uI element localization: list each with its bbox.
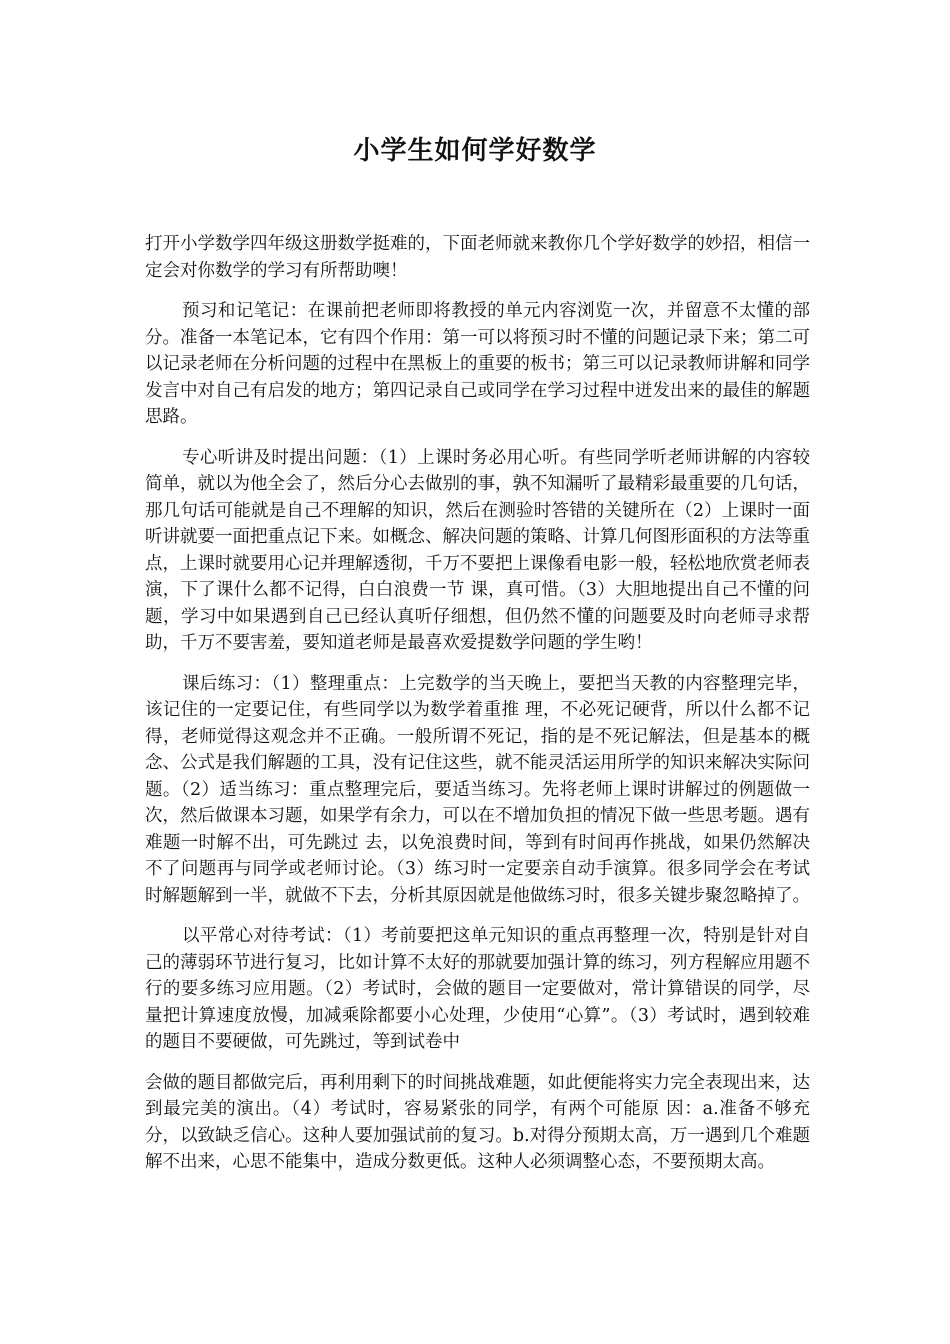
listening-paragraph: 专心听讲及时提出问题：（1）上课时务必用心听。有些同学听老师讲解的内容较简单，就以为他全会了，然后分心去做别的事，孰不知漏听了最精彩最重要的几句话，那几句话可能就是自己不理解的知识，然后在测验时答错的关键所在（2）上课时一面听讲就要一面把重点记下来。如概念、解决问题的策略、计算几何图形面积的方法等重点，上课时就要用心记并理解透彻，千万不要把上课像看电影一般，轻松地欣赏老师表演，下了课什么都不记得，白白浪费一节 课，真可惜。（3）大胆地提出自己不懂的问题，学习中如果遇到自己已经认真听仔细想，但仍然不懂的问题要及时向老师寻求帮助，千万不要害羞，要知道老师是最喜欢爱提数学问题的学生哟！	[145, 447, 810, 653]
practice-paragraph: 课后练习：（1）整理重点：上完数学的当天晚上，要把当天教的内容整理完毕，该记住的一定要记住，有些同学以为数学着重推 理，不必死记硬背，所以什么都不记得，老师觉得这观念并不正确。一般所谓不死记，指的是不死记解法，但是基本的概念、公式是我们解题的工具，没有记住这些，就不能灵活运用所学的知识来解决实际问题。（2）适当练习：重点整理完后，要适当练习。先将老师上课时讲解过的例题做一次，然后做课本习题，如果学有余力，可以在不增加负担的情况下做一些思考题。遇有难题一时解不出，可先跳过 去，以免浪费时间，等到有时间再作挑战，如果仍然解决不了问题再与同学或老师讨论。（3）练习时一定要亲自动手演算。很多同学会在考试时解题解到一半，就做不下去，分析其原因就是他做练习时，很多关键步聚忽略掉了。	[145, 673, 810, 906]
exam-paragraph: 以平常心对待考试：（1）考前要把这单元知识的重点再整理一次，特别是针对自己的薄弱环节进行复习，比如计算不太好的那就要加强计算的练习，列方程解应用题不行的要多练习应用题。（2）考试时，会做的题目一定要做对，常计算错误的同学，尽量把计算速度放慢，加减乘除都要小心处理，少使用“心算”。（3）考试时，遇到较难的题目不要硬做，可先跳过，等到试卷中	[145, 926, 810, 1052]
exam-continuation-paragraph: 会做的题目都做完后，再利用剩下的时间挑战难题，如此便能将实力完全表现出来，达到最完美的演出。（4）考试时，容易紧张的同学，有两个可能原 因：a.准备不够充分，以致缺乏信心。这种人要加强试前的复习。b.对得分预期太高，万一遇到几个难题解不出来，心思不能集中，造成分数更低。这种人必须调整心态，不要预期太高。	[145, 1072, 810, 1172]
preview-notes-paragraph: 预习和记笔记：在课前把老师即将教授的单元内容浏览一次，并留意不太懂的部分。准备一本笔记本，它有四个作用：第一可以将预习时不懂的问题记录下来；第二可以记录老师在分析问题的过程中在黑板上的重要的板书；第三可以记录教师讲解和同学发言中对自己有启发的地方；第四记录自己或同学在学习过程中迸发出来的最佳的解题思路。	[145, 301, 810, 427]
document-title: 小学生如何学好数学	[353, 136, 597, 166]
document-body	[145, 231, 810, 1186]
intro-paragraph: 打开小学数学四年级这册数学挺难的，下面老师就来教你几个学好数学的妙招，相信一定会对你数学的学习有所帮助噢！	[145, 234, 810, 281]
